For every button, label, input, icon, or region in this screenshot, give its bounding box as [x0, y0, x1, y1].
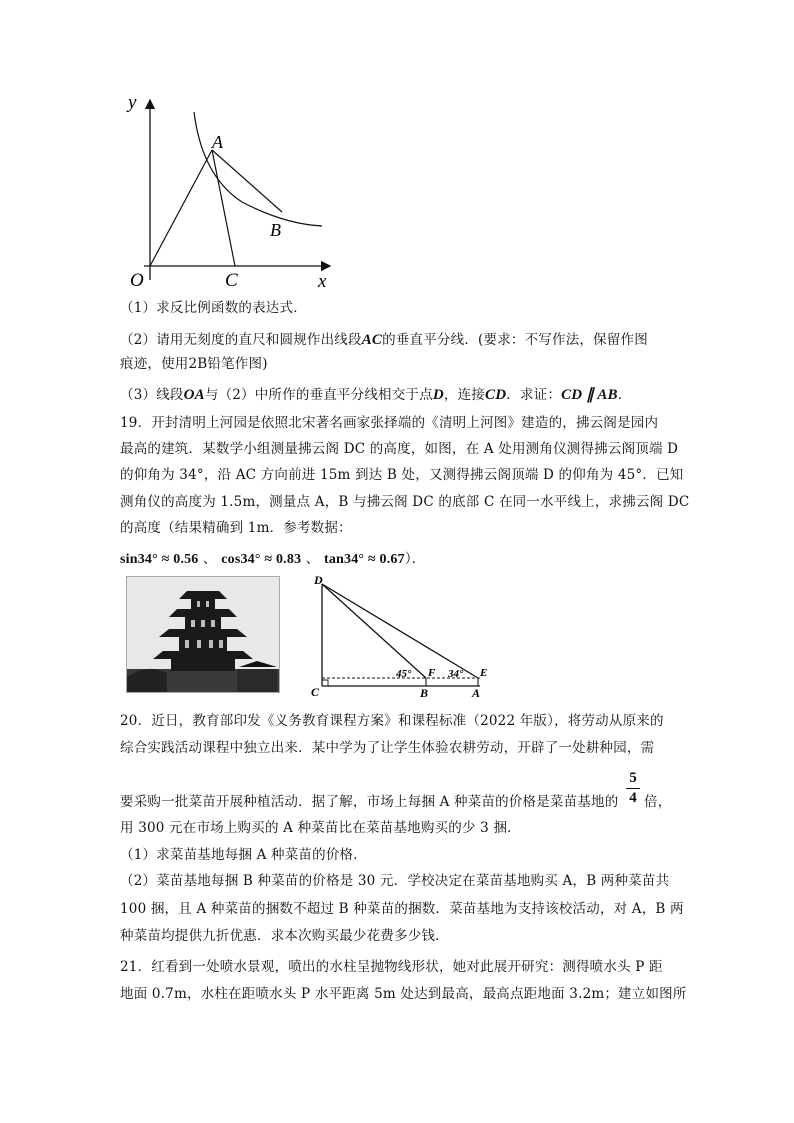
q19-line3: 的仰角为 34°，沿 AC 方向前进 15m 到达 B 处，又测得拂云阁顶端 D 的仰角为 45°．已知: [120, 467, 684, 483]
q19-end: ）．: [404, 551, 426, 567]
parallel-statement: CD ∥ AB: [561, 387, 618, 403]
origin-label: O: [130, 270, 144, 291]
fraction-numerator: 5: [629, 770, 637, 786]
q18-part2-line1: [120, 330, 648, 350]
segment-oa: [150, 150, 212, 266]
fraction-five-fourths: [626, 770, 640, 807]
segment-oa-symbol: OA: [183, 387, 205, 403]
segment-de: [322, 584, 478, 678]
angle-34-label: 34°: [448, 668, 464, 680]
tan-value: tan34° ≈ 0.67: [323, 552, 405, 567]
label-c: C: [311, 685, 320, 698]
sin-value: sin34° ≈ 0.56: [120, 552, 199, 567]
label-b: B: [420, 686, 429, 698]
q20-line3-text: 要采购一批菜苗开展种植活动．据了解，市场上每捆 A 种菜苗的价格是菜苗基地的: [120, 794, 619, 810]
q19-line5: 的高度（结果精确到 1m．参考数据：: [120, 520, 352, 536]
point-b-label: B: [270, 220, 281, 240]
q20-line1: 20．近日，教育部印发《义务教育课程方案》和课程标准（2022 年版），将劳动从原来的: [120, 713, 664, 729]
q20-line7: 100 捆，且 A 种菜苗的捆数不超过 B 种菜苗的捆数．菜苗基地为支持该校活动，对 A，B 两: [120, 901, 684, 917]
q18-part2-text-a: （2）请用无刻度的直尺和圆规作出线段: [120, 332, 362, 348]
q18-part2-text-b: 的垂直平分线．(要求：不写作法，保留作图: [382, 332, 648, 348]
q18-part2-line2: 痕迹，使用2B铅笔作图): [120, 356, 268, 372]
hyperbola-curve: [194, 112, 322, 226]
coordinate-graph: [112, 84, 342, 296]
separator-1: 、: [203, 551, 217, 567]
q18-part3-end: ．: [617, 387, 632, 403]
q21-line1: 21．红看到一处喷水景观，喷出的水柱呈抛物线形状，她对此展开研究：测得喷水头 P 距: [120, 959, 663, 975]
label-a: A: [472, 686, 481, 698]
pavilion-photo: [126, 576, 280, 693]
point-a-label: A: [212, 132, 223, 152]
q19-line2: 最高的建筑．某数学小组测量拂云阁 DC 的高度，如图，在 A 处用测角仪测得拂云阁顶端 D: [120, 441, 679, 457]
q21-line2: 地面 0.7m，水柱在距喷水头 P 水平距离 5m 处达到最高，最高点距地面 3.2m；建立如图所: [120, 986, 687, 1002]
x-axis-label: x: [318, 271, 327, 292]
segment-df: [322, 584, 426, 678]
y-axis-label: y: [128, 92, 137, 113]
fraction-denominator: 4: [629, 790, 637, 806]
cos-value: cos34° ≈ 0.83: [221, 552, 302, 567]
q20-line3: [120, 792, 618, 812]
q20-line5: （1）求菜苗基地每捆 A 种菜苗的价格．: [120, 847, 367, 863]
q20-line4: 用 300 元在市场上购买的 A 种菜苗比在菜苗基地购买的少 3 捆．: [120, 820, 521, 836]
q18-part3: [120, 385, 631, 405]
pavilion-drawing: [127, 577, 279, 692]
q18-part3-text-b: 与（2）中所作的垂直平分线相交于点: [204, 387, 433, 403]
q20-line8: 种菜苗均提供九折优惠．求本次购买最少花费多少钱．: [120, 928, 449, 944]
segment-ac-symbol: AC: [361, 332, 383, 348]
q18-part3-text-a: （3）线段: [120, 387, 184, 403]
q20-line2: 综合实践活动课程中独立出来．某中学为了让学生体验农耕劳动，开辟了一处耕种园，需: [120, 740, 655, 756]
point-c-label: C: [225, 270, 238, 291]
q18-part3-text-c: ，连接: [443, 387, 485, 403]
q20-line3-end: 倍，: [644, 794, 672, 810]
q19-reference-values: [120, 549, 425, 570]
q19-line4: 测角仪的高度为 1.5m，测量点 A，B 与拂云阁 DC 的底部 C 在同一水平线上，求拂云阁 DC: [120, 494, 690, 510]
q20-line6: （2）菜苗基地每捆 B 种菜苗的价格是 30 元．学校决定在菜苗基地购买 A，B 两种菜苗共: [120, 873, 670, 889]
separator-2: 、: [305, 551, 320, 567]
segment-cd-symbol: CD: [485, 387, 507, 403]
label-f: F: [428, 667, 436, 679]
point-d-symbol: D: [432, 387, 444, 403]
label-d: D: [314, 573, 323, 587]
q18-part3-text-e: ．求证：: [506, 387, 562, 403]
tower-triangle-figure: [306, 570, 496, 698]
angle-45-label: 45°: [396, 668, 412, 680]
label-e: E: [480, 667, 488, 679]
fraction-bar: [626, 788, 640, 789]
right-angle-mark: [322, 680, 328, 686]
q19-line1: 19．开封清明上河园是依照北宋著名画家张择端的《清明上河图》建造的，拂云阁是园内: [120, 415, 659, 431]
q18-part1: （1）求反比例函数的表达式．: [120, 300, 307, 316]
